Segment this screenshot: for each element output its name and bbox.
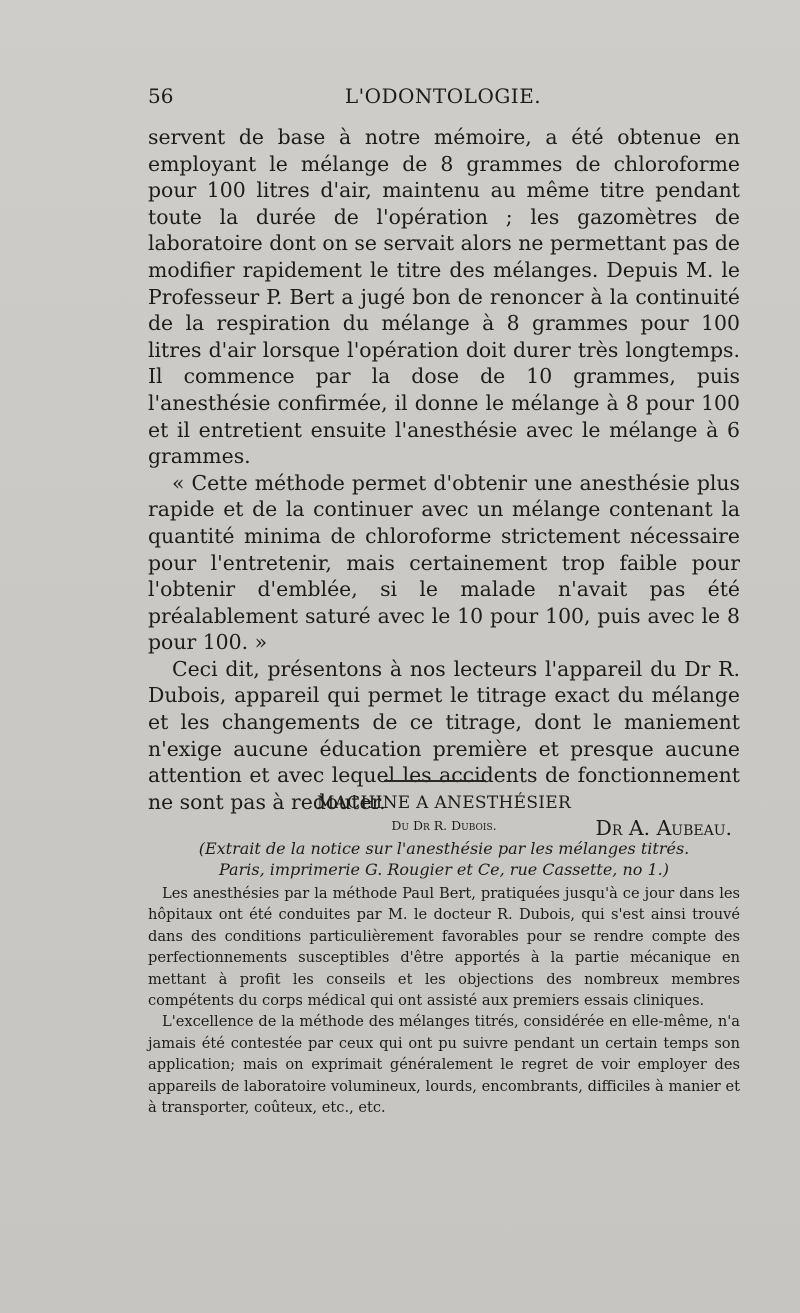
section-title: MACHINE A ANESTHÉSIER [316, 793, 572, 813]
section-divider [384, 780, 486, 782]
page-header [148, 84, 738, 114]
article-paragraph: Ceci dit, présentons à nos lecteurs l'appareil du Dr R. Dubois, appareil qui permet le titrage exact du mélange et les changements de ce titrage, dont le maniement n'exige aucune éducation première et presque aucune attention et avec lequel les accidents de fonctionnement ne sont pas à redouter. [148, 656, 740, 814]
page-number: 56 [148, 84, 174, 108]
extract-line: Paris, imprimerie G. Rougier et Ce, rue Cassette, no 1.) [219, 860, 669, 879]
article-body [148, 124, 740, 842]
article-paragraph: « Cette méthode permet d'obtenir une anesthésie plus rapide et de la continuer avec un mélange contenant la quantité minima de chloroforme strictement nécessaire pour l'entretenir, mais certainement trop faible pour l'obtenir d'emblée, si le malade n'avait pas été préalablement saturé avec le 10 pour 100, puis avec le 8 pour 100. » [148, 470, 740, 655]
running-title: L'ODONTOLOGIE. [344, 84, 542, 108]
article-paragraph: servent de base à notre mémoire, a été obtenue en employant le mélange de 8 grammes de chloroforme pour 100 litres d'air, maintenu au même titre pendant toute la durée de l'opération ; les gazomètres de laboratoire dont on se servait alors ne permettant pas de modifier rapidement le titre des mélanges. Depuis M. le Professeur P. Bert a jugé bon de renoncer à la continuité de la respiration du mélange à 8 grammes pour 100 litres d'air lorsque l'opération doit durer très longtemps. Il commence par la dose de 10 grammes, puis l'anesthésie confirmée, il donne le mélange à 8 pour 100 et il entretient ensuite l'anesthésie avec le mélange à 6 grammes. [148, 125, 740, 469]
section-byline: Du Dr R. Dubois. [391, 818, 497, 833]
extract-line: (Extrait de la notice sur l'anesthésie par les mélanges titrés. [198, 839, 690, 858]
section-body [148, 883, 740, 1118]
section-paragraph: Les anesthésies par la méthode Paul Bert, pratiquées jusqu'à ce jour dans les hôpitaux ont été conduites par M. le docteur R. Dubois, qui s'est ainsi trouvé dans des conditions particulièrement favorables pour se rendre compte des perfectionnements susceptibles d'être apportés à la partie mécanique en mettant à profit les conseils et les objections des nombreux membres compétents du corps médical qui ont assisté aux premiers essais cliniques. [148, 885, 740, 1010]
section-extract-note [148, 838, 740, 880]
section-paragraph: L'excellence de la méthode des mélanges titrés, considérée en elle-même, n'a jamais été contestée par ceux qui ont pu suivre pendant un certain temps son application; mais on exprimait généralement le regret de voir employer des appareils de laboratoire volumineux, lourds, encombrants, difficiles à manier et à transporter, coûteux, etc., etc. [148, 1013, 740, 1117]
author-signature: Dr A. Aubeau. [595, 816, 732, 841]
